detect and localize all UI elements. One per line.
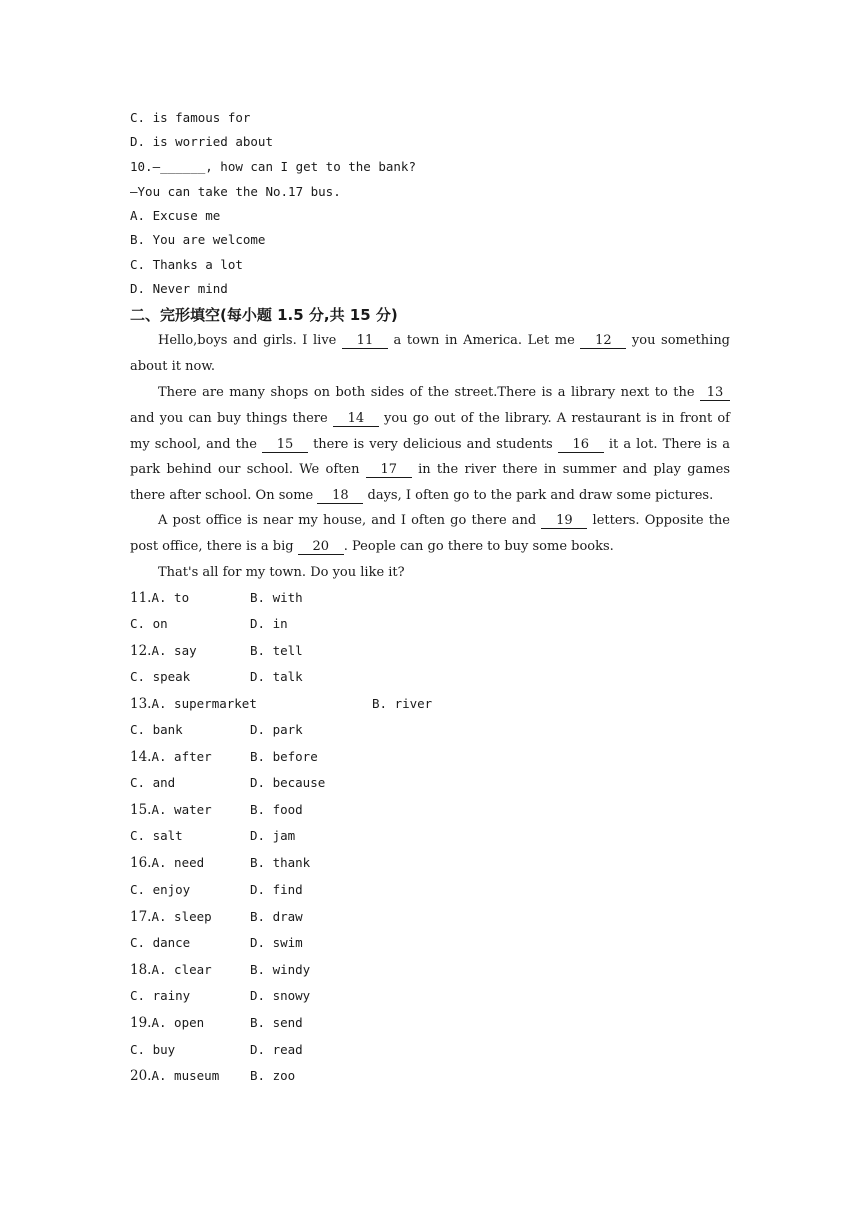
blank-17: 17 xyxy=(366,462,412,478)
passage-paragraph-2 xyxy=(130,380,730,509)
question-number: 19. xyxy=(130,1015,152,1031)
q10-option-a: A. Excuse me xyxy=(130,208,221,223)
option-a: A. open xyxy=(151,1015,205,1030)
option-d: D. snowy xyxy=(250,988,311,1003)
option-a: A. need xyxy=(151,855,205,870)
option-d: D. because xyxy=(250,775,326,790)
question-number: 11. xyxy=(130,590,152,606)
passage-text: and you can buy things there xyxy=(130,410,333,426)
option-a: A. water xyxy=(151,802,212,817)
option-b: B. with xyxy=(250,590,303,605)
passage-text: days, I often go to the park and draw some pictures. xyxy=(363,488,714,504)
blank-19: 19 xyxy=(541,513,587,529)
option-b: B. river xyxy=(372,696,433,711)
blank-11: 11 xyxy=(342,333,388,349)
question-number: 15. xyxy=(130,802,152,818)
question-number: 20. xyxy=(130,1068,152,1084)
passage-text: you go out of the library. A restaurant is in front of my school, and the xyxy=(130,410,730,452)
option-d: D. swim xyxy=(250,935,303,950)
blank-12: 12 xyxy=(580,333,626,349)
option-c: C. dance xyxy=(130,935,191,950)
q10-option-d: D. Never mind xyxy=(130,281,228,296)
option-a: A. supermarket xyxy=(151,696,257,711)
question-number: 14. xyxy=(130,749,152,765)
passage-text: you something about it now. xyxy=(130,333,731,374)
question-number: 12. xyxy=(130,643,152,659)
option-b: B. thank xyxy=(250,855,311,870)
option-d: D. find xyxy=(250,882,303,897)
passage-paragraph-4: That's all for my town. Do you like it? xyxy=(158,565,405,580)
option-b: B. before xyxy=(250,749,318,764)
passage-text: A post office is near my house, and I often go there and xyxy=(158,513,542,528)
option-d: D. park xyxy=(250,722,303,737)
passage-paragraph-3 xyxy=(130,508,730,560)
option-b: B. send xyxy=(250,1015,303,1030)
option-c: C. speak xyxy=(130,669,191,684)
passage-text: it a lot. There is a park behind our school. We often xyxy=(130,436,730,478)
option-c: C. on xyxy=(130,616,168,631)
option-b: B. draw xyxy=(250,909,303,924)
passage-text: in the river there in summer and play games there after school. On some xyxy=(130,462,730,504)
option-c: C. enjoy xyxy=(130,882,191,897)
q9-option-d: D. is worried about xyxy=(130,134,273,149)
option-c: C. salt xyxy=(130,828,183,843)
passage-text: letters. Opposite the post office, there is a big xyxy=(130,513,730,554)
blank-16: 16 xyxy=(558,437,604,453)
option-a: A. sleep xyxy=(151,909,212,924)
option-a: A. say xyxy=(151,643,197,658)
passage-text: a town in America. Let me xyxy=(387,333,581,348)
section-title: 二、完形填空(每小题 1.5 分,共 15 分) xyxy=(130,306,398,324)
passage-text: there is very delicious and students xyxy=(308,436,558,452)
q10-option-c: C. Thanks a lot xyxy=(130,257,243,272)
option-d: D. read xyxy=(250,1042,303,1057)
q9-option-c: C. is famous for xyxy=(130,110,251,125)
passage-text: Hello,boys and girls. I live xyxy=(158,333,342,348)
option-d: D. jam xyxy=(250,828,296,843)
question-number: 18. xyxy=(130,962,152,978)
option-c: C. rainy xyxy=(130,988,191,1003)
option-b: B. zoo xyxy=(250,1068,296,1083)
option-d: D. in xyxy=(250,616,288,631)
option-c: C. and xyxy=(130,775,176,790)
option-a: A. to xyxy=(151,590,190,605)
question-number: 16. xyxy=(130,855,152,871)
passage-paragraph-1 xyxy=(130,328,730,380)
blank-14: 14 xyxy=(333,411,379,427)
blank-13: 13 xyxy=(700,385,730,401)
option-a: A. after xyxy=(151,749,212,764)
option-a: A. clear xyxy=(151,962,212,977)
passage-text: . People can go there to buy some books. xyxy=(343,538,614,554)
question-number: 13. xyxy=(130,696,152,712)
option-a: A. museum xyxy=(151,1068,220,1083)
option-b: B. food xyxy=(250,802,303,817)
q10-stem: 10.—______, how can I get to the bank? xyxy=(130,159,416,174)
blank-15: 15 xyxy=(262,437,308,453)
option-c: C. bank xyxy=(130,722,183,737)
question-number: 17. xyxy=(130,909,152,925)
passage-text: There are many shops on both sides of the street.There is a library next to the xyxy=(158,385,700,400)
q10-answer: —You can take the No.17 bus. xyxy=(130,184,341,199)
blank-20: 20 xyxy=(298,539,344,555)
option-b: B. tell xyxy=(250,643,303,658)
q10-option-b: B. You are welcome xyxy=(130,232,266,247)
option-c: C. buy xyxy=(130,1042,176,1057)
blank-18: 18 xyxy=(317,488,363,504)
option-d: D. talk xyxy=(250,669,303,684)
option-b: B. windy xyxy=(250,962,311,977)
